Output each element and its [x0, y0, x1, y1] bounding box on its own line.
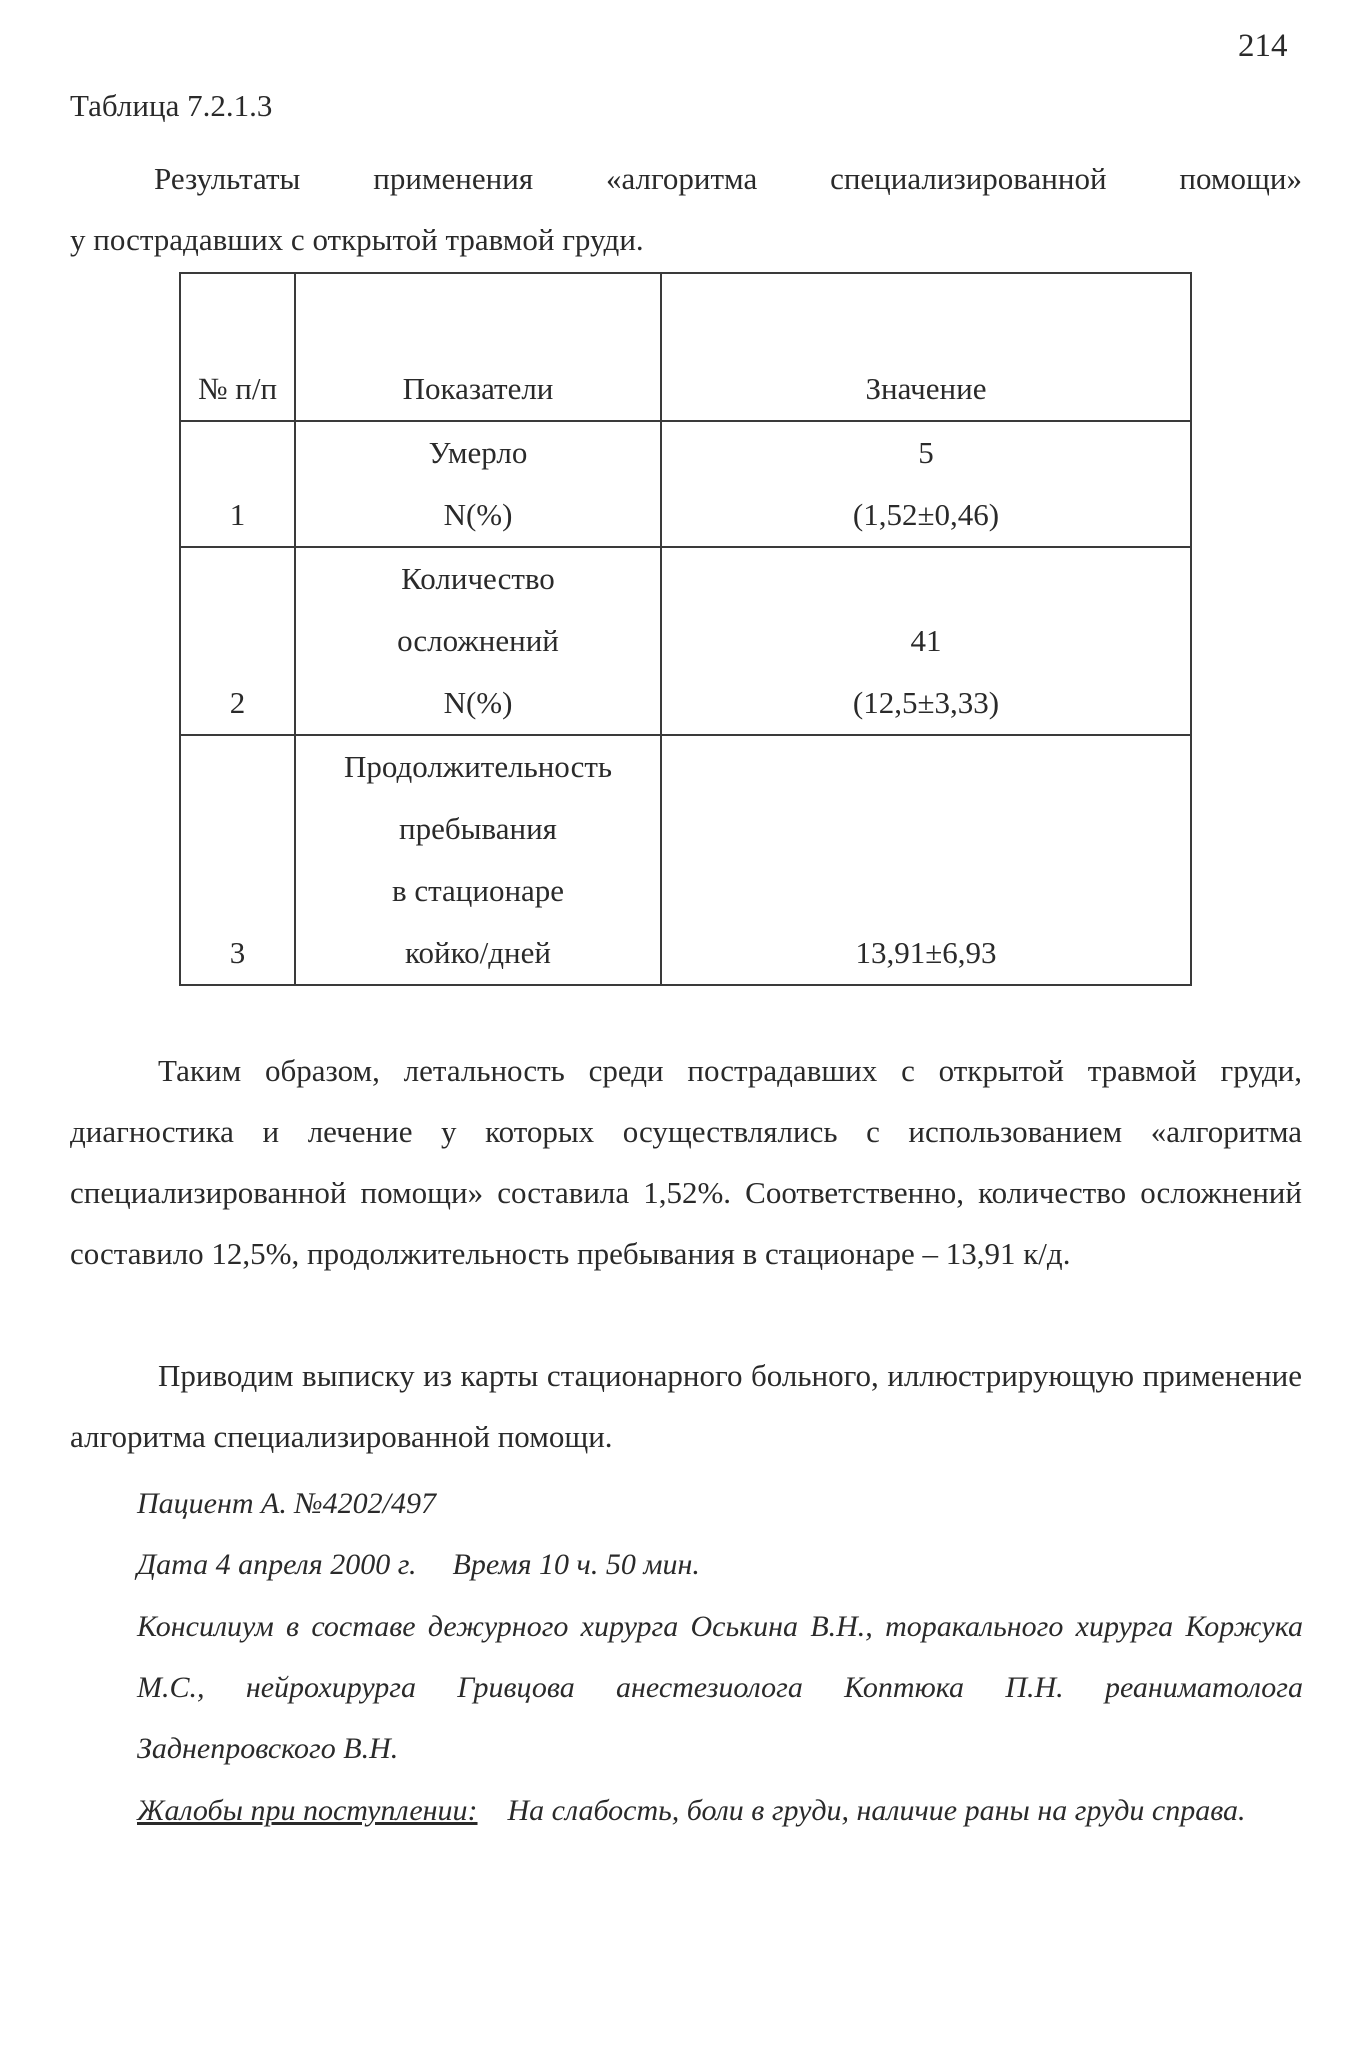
- table-title: [70, 148, 1302, 270]
- indicator-line: Количество: [401, 561, 555, 596]
- conclusion-text: Таким образом, летальность среди пострадавших с открытой травмой груди, диагностика и лечение у которых осуществлялись с использованием «алгоритма специализированной помощи» составила 1,52%. Соответственно, количество осложнений составило 12,5%, продолжительность пребывания в стационаре – 13,91 к/д.: [70, 1053, 1302, 1271]
- admission-date: Дата 4 апреля 2000 г.: [137, 1548, 417, 1581]
- row-value: [661, 421, 1191, 547]
- header-indicators: Показатели: [295, 273, 661, 421]
- row-indicator: [295, 421, 661, 547]
- table-title-line-2: у пострадавших с открытой травмой груди.: [70, 222, 644, 257]
- table-row: [180, 547, 1191, 735]
- row-number: 3: [180, 735, 295, 985]
- indicator-line: Умерло: [428, 435, 528, 470]
- patient-id: Пациент А. №4202/497: [137, 1487, 436, 1520]
- header-value: Значение: [661, 273, 1191, 421]
- complaints-text: На слабость, боли в груди, наличие раны на груди справа.: [507, 1794, 1246, 1827]
- indicator-line: в стационаре: [391, 873, 565, 908]
- conclusion-paragraph: [70, 1040, 1302, 1284]
- indicator-line: койко/дней: [405, 935, 551, 970]
- table-row: [180, 735, 1191, 985]
- council-text: Консилиум в составе дежурного хирурга Оськина В.Н., торакального хирурга Коржука М.С., нейрохирурга Гривцова анестезиолога Коптюка П.Н. реаниматолога Заднепровского В.Н.: [137, 1610, 1303, 1765]
- table-row: [180, 421, 1191, 547]
- table-header-row: [180, 273, 1191, 421]
- indicator-line: N(%): [443, 685, 513, 720]
- indicator-line: пребывания: [399, 811, 557, 846]
- excerpt-intro-paragraph: [70, 1345, 1302, 1467]
- indicator-line: осложнений: [397, 623, 559, 658]
- page-number: 214: [1238, 28, 1288, 64]
- indicator-line: N(%): [443, 497, 513, 532]
- value-line: 5: [918, 435, 934, 470]
- value-line: (1,52±0,46): [852, 497, 1000, 532]
- row-number: 2: [180, 547, 295, 735]
- header-number: № п/п: [180, 273, 295, 421]
- row-indicator: [295, 547, 661, 735]
- complaints-line: [137, 1780, 1303, 1841]
- value-line: 41: [910, 623, 942, 658]
- complaints-label: Жалобы при поступлении:: [137, 1794, 478, 1827]
- row-value: [661, 547, 1191, 735]
- value-line: 13,91±6,93: [855, 935, 997, 970]
- indicator-line: Продолжительность: [343, 749, 613, 784]
- admission-time: Время 10 ч. 50 мин.: [452, 1548, 700, 1581]
- row-value: [661, 735, 1191, 985]
- value-line: (12,5±3,33): [852, 685, 1000, 720]
- excerpt-intro-text: Приводим выписку из карты стационарного больного, иллюстрирующую применение алгоритма специализированной помощи.: [70, 1358, 1302, 1454]
- results-table: [179, 272, 1192, 986]
- row-number: 1: [180, 421, 295, 547]
- date-time-line: [137, 1534, 1303, 1595]
- row-indicator: [295, 735, 661, 985]
- table-caption: Таблица 7.2.1.3: [70, 88, 273, 123]
- table-title-line-1: Результаты применения «алгоритма специализированной помощи»: [154, 161, 1302, 196]
